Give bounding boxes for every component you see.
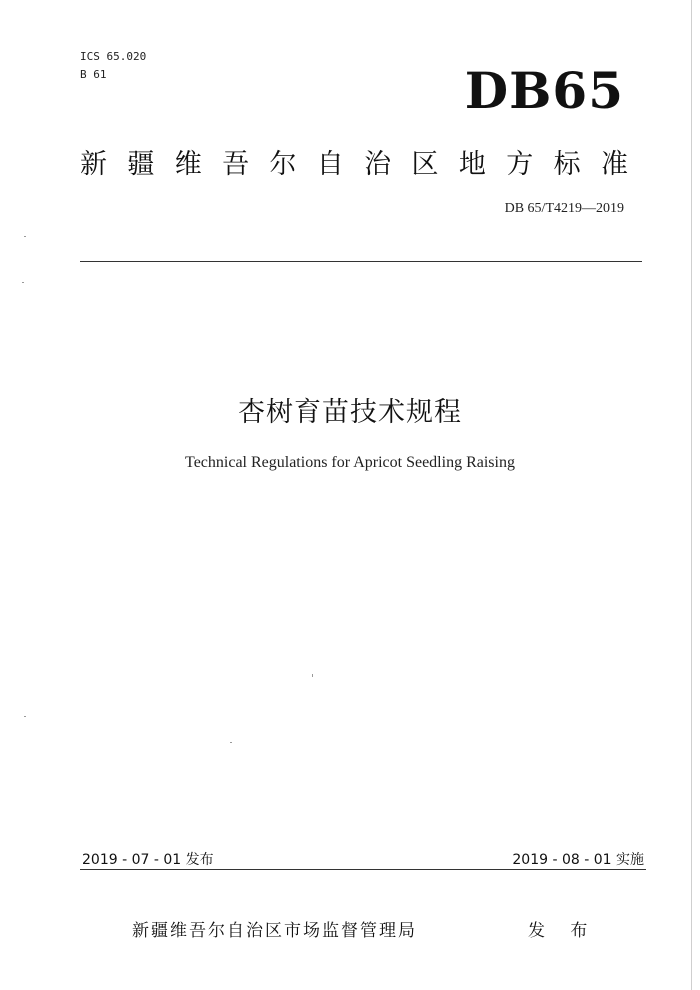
standard-name-char: 新 bbox=[80, 149, 107, 180]
issue-label: 发 布 bbox=[528, 921, 598, 941]
scan-speck bbox=[24, 236, 26, 237]
implement-date: 2019 - 08 - 01 实施 bbox=[512, 852, 644, 868]
standard-name-char: 方 bbox=[506, 149, 534, 180]
standard-name bbox=[80, 148, 628, 182]
title-chinese: 杏树育苗技术规程 bbox=[238, 397, 462, 428]
standard-name-char: 准 bbox=[600, 149, 628, 180]
scan-speck bbox=[24, 716, 26, 717]
title-english: Technical Regulations for Apricot Seedling Raising bbox=[185, 454, 515, 471]
publish-date: 2019 - 07 - 01 发布 bbox=[82, 852, 214, 868]
date-divider bbox=[80, 869, 646, 870]
ccs-code: B 61 bbox=[80, 68, 107, 81]
standard-name-char: 区 bbox=[411, 149, 439, 180]
standard-name-char: 自 bbox=[316, 149, 344, 180]
standard-number: DB 65/T4219—2019 bbox=[504, 201, 624, 216]
scan-speck bbox=[312, 674, 313, 677]
db-code: DB65 bbox=[464, 61, 624, 120]
header-divider bbox=[80, 261, 642, 262]
classification-codes bbox=[80, 48, 146, 84]
ics-code: ICS 65.020 bbox=[80, 50, 147, 63]
issuer: 新疆维吾尔自治区市场监督管理局 bbox=[132, 921, 417, 941]
standard-name-char: 标 bbox=[553, 149, 581, 180]
page-edge bbox=[691, 0, 692, 990]
standard-name-char: 维 bbox=[174, 149, 202, 180]
scan-speck bbox=[230, 742, 232, 743]
standard-name-char: 地 bbox=[458, 149, 486, 180]
scan-speck bbox=[22, 282, 24, 283]
standard-name-char: 尔 bbox=[269, 149, 297, 180]
standard-name-char: 治 bbox=[364, 149, 392, 180]
standard-name-char: 吾 bbox=[222, 149, 250, 180]
standard-name-char: 疆 bbox=[127, 149, 155, 180]
